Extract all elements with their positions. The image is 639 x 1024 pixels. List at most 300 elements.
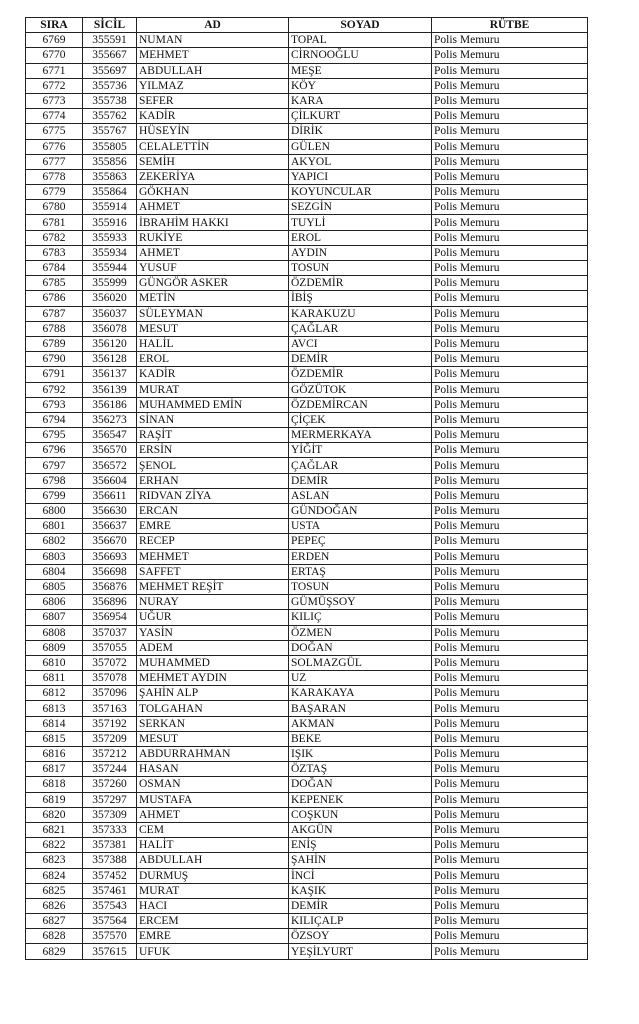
cell-ad: MUHAMMED xyxy=(137,655,289,670)
cell-soyad: DEMİR xyxy=(289,352,432,367)
table-row xyxy=(26,397,588,412)
cell-sira: 6792 xyxy=(26,382,83,397)
cell-sicil: 355591 xyxy=(83,33,137,48)
cell-soyad: TOSUN xyxy=(289,579,432,594)
table-row xyxy=(26,336,588,351)
cell-ad: ERCEM xyxy=(137,914,289,929)
cell-ad: CELALETTİN xyxy=(137,139,289,154)
cell-ad: OSMAN xyxy=(137,777,289,792)
cell-sira: 6809 xyxy=(26,640,83,655)
cell-soyad: EROL xyxy=(289,230,432,245)
table-row xyxy=(26,488,588,503)
table-row xyxy=(26,655,588,670)
cell-rutbe: Polis Memuru xyxy=(432,944,588,959)
table-row xyxy=(26,154,588,169)
cell-sicil: 357209 xyxy=(83,731,137,746)
cell-ad: EMRE xyxy=(137,519,289,534)
cell-soyad: ÖZDEMİR xyxy=(289,367,432,382)
table-row xyxy=(26,564,588,579)
cell-ad: ŞAHİN ALP xyxy=(137,686,289,701)
cell-rutbe: Polis Memuru xyxy=(432,686,588,701)
cell-soyad: KILIÇALP xyxy=(289,914,432,929)
cell-soyad: MERMERKAYA xyxy=(289,428,432,443)
cell-sira: 6826 xyxy=(26,898,83,913)
table-row xyxy=(26,777,588,792)
cell-ad: KADİR xyxy=(137,367,289,382)
cell-soyad: CİRNOOĞLU xyxy=(289,48,432,63)
table-row xyxy=(26,792,588,807)
table-row xyxy=(26,321,588,336)
cell-sicil: 356896 xyxy=(83,595,137,610)
cell-soyad: ÖZSOY xyxy=(289,929,432,944)
cell-sicil: 355934 xyxy=(83,245,137,260)
cell-rutbe: Polis Memuru xyxy=(432,124,588,139)
cell-soyad: ÇİÇEK xyxy=(289,412,432,427)
table-row xyxy=(26,595,588,610)
table-row xyxy=(26,185,588,200)
cell-sira: 6823 xyxy=(26,853,83,868)
cell-soyad: DEMİR xyxy=(289,898,432,913)
cell-soyad: TOSUN xyxy=(289,261,432,276)
cell-rutbe: Polis Memuru xyxy=(432,382,588,397)
cell-sicil: 357078 xyxy=(83,671,137,686)
cell-soyad: UZ xyxy=(289,671,432,686)
cell-ad: SAFFET xyxy=(137,564,289,579)
cell-ad: HÜSEYİN xyxy=(137,124,289,139)
cell-sira: 6794 xyxy=(26,412,83,427)
cell-sicil: 356572 xyxy=(83,458,137,473)
cell-rutbe: Polis Memuru xyxy=(432,230,588,245)
cell-soyad: AKGÜN xyxy=(289,822,432,837)
cell-ad: SİNAN xyxy=(137,412,289,427)
cell-sicil: 357333 xyxy=(83,822,137,837)
cell-soyad: KEPENEK xyxy=(289,792,432,807)
table-row xyxy=(26,807,588,822)
table-row xyxy=(26,671,588,686)
cell-sira: 6821 xyxy=(26,822,83,837)
cell-soyad: YAPICI xyxy=(289,169,432,184)
cell-soyad: AKYOL xyxy=(289,154,432,169)
cell-sicil: 356139 xyxy=(83,382,137,397)
cell-sira: 6778 xyxy=(26,169,83,184)
table-row xyxy=(26,610,588,625)
cell-soyad: ÖZDEMİRCAN xyxy=(289,397,432,412)
cell-sicil: 357260 xyxy=(83,777,137,792)
cell-rutbe: Polis Memuru xyxy=(432,549,588,564)
cell-rutbe: Polis Memuru xyxy=(432,564,588,579)
cell-sira: 6791 xyxy=(26,367,83,382)
cell-sira: 6786 xyxy=(26,291,83,306)
table-row xyxy=(26,898,588,913)
cell-soyad: İNCİ xyxy=(289,868,432,883)
cell-soyad: KARAKAYA xyxy=(289,686,432,701)
cell-ad: MESUT xyxy=(137,731,289,746)
cell-sicil: 356547 xyxy=(83,428,137,443)
table-row xyxy=(26,109,588,124)
table-row xyxy=(26,929,588,944)
cell-rutbe: Polis Memuru xyxy=(432,261,588,276)
cell-soyad: ÖZTAŞ xyxy=(289,762,432,777)
table-row xyxy=(26,883,588,898)
table-row xyxy=(26,762,588,777)
cell-sira: 6802 xyxy=(26,534,83,549)
cell-sira: 6812 xyxy=(26,686,83,701)
cell-ad: SERKAN xyxy=(137,716,289,731)
cell-rutbe: Polis Memuru xyxy=(432,458,588,473)
cell-sira: 6782 xyxy=(26,230,83,245)
cell-rutbe: Polis Memuru xyxy=(432,428,588,443)
cell-rutbe: Polis Memuru xyxy=(432,48,588,63)
cell-sira: 6829 xyxy=(26,944,83,959)
cell-sicil: 355914 xyxy=(83,200,137,215)
cell-sicil: 356037 xyxy=(83,306,137,321)
cell-sira: 6808 xyxy=(26,625,83,640)
table-row xyxy=(26,124,588,139)
cell-rutbe: Polis Memuru xyxy=(432,853,588,868)
cell-sira: 6803 xyxy=(26,549,83,564)
cell-sira: 6793 xyxy=(26,397,83,412)
table-row xyxy=(26,625,588,640)
cell-sicil: 356693 xyxy=(83,549,137,564)
cell-sicil: 355697 xyxy=(83,63,137,78)
table-row xyxy=(26,822,588,837)
cell-sicil: 355736 xyxy=(83,78,137,93)
cell-sicil: 356954 xyxy=(83,610,137,625)
cell-ad: ERCAN xyxy=(137,504,289,519)
cell-soyad: ŞAHİN xyxy=(289,853,432,868)
cell-sira: 6816 xyxy=(26,747,83,762)
table-row xyxy=(26,276,588,291)
cell-sicil: 356186 xyxy=(83,397,137,412)
cell-sicil: 357244 xyxy=(83,762,137,777)
cell-sira: 6789 xyxy=(26,336,83,351)
table-row xyxy=(26,519,588,534)
cell-sira: 6814 xyxy=(26,716,83,731)
table-row xyxy=(26,853,588,868)
cell-sicil: 357096 xyxy=(83,686,137,701)
cell-rutbe: Polis Memuru xyxy=(432,291,588,306)
cell-sira: 6824 xyxy=(26,868,83,883)
cell-ad: MURAT xyxy=(137,382,289,397)
cell-rutbe: Polis Memuru xyxy=(432,655,588,670)
cell-ad: EMRE xyxy=(137,929,289,944)
cell-sicil: 355856 xyxy=(83,154,137,169)
table-row xyxy=(26,428,588,443)
cell-rutbe: Polis Memuru xyxy=(432,747,588,762)
cell-rutbe: Polis Memuru xyxy=(432,33,588,48)
cell-soyad: KÖY xyxy=(289,78,432,93)
cell-sicil: 356128 xyxy=(83,352,137,367)
cell-sicil: 357072 xyxy=(83,655,137,670)
cell-sicil: 356078 xyxy=(83,321,137,336)
cell-ad: UFUK xyxy=(137,944,289,959)
cell-sicil: 355999 xyxy=(83,276,137,291)
table-row xyxy=(26,78,588,93)
cell-sira: 6811 xyxy=(26,671,83,686)
cell-soyad: GÜMÜŞSOY xyxy=(289,595,432,610)
cell-sira: 6813 xyxy=(26,701,83,716)
cell-soyad: ASLAN xyxy=(289,488,432,503)
cell-soyad: YİĞİT xyxy=(289,443,432,458)
cell-sicil: 355762 xyxy=(83,109,137,124)
cell-rutbe: Polis Memuru xyxy=(432,504,588,519)
table-row xyxy=(26,838,588,853)
cell-sicil: 355667 xyxy=(83,48,137,63)
cell-sira: 6819 xyxy=(26,792,83,807)
cell-sicil: 356611 xyxy=(83,488,137,503)
cell-soyad: ÖZDEMİR xyxy=(289,276,432,291)
cell-sicil: 356630 xyxy=(83,504,137,519)
cell-sira: 6825 xyxy=(26,883,83,898)
table-row xyxy=(26,443,588,458)
cell-soyad: KARA xyxy=(289,93,432,108)
cell-soyad: AKMAN xyxy=(289,716,432,731)
table-row xyxy=(26,549,588,564)
cell-sira: 6785 xyxy=(26,276,83,291)
table-body xyxy=(26,33,588,959)
cell-sira: 6773 xyxy=(26,93,83,108)
cell-sicil: 357212 xyxy=(83,747,137,762)
cell-soyad: ÖZMEN xyxy=(289,625,432,640)
cell-sicil: 356570 xyxy=(83,443,137,458)
cell-sira: 6788 xyxy=(26,321,83,336)
table-header-row xyxy=(26,18,588,33)
table-row xyxy=(26,48,588,63)
cell-sira: 6807 xyxy=(26,610,83,625)
cell-ad: YUSUF xyxy=(137,261,289,276)
cell-sicil: 355944 xyxy=(83,261,137,276)
cell-ad: ZEKERİYA xyxy=(137,169,289,184)
cell-sicil: 356876 xyxy=(83,579,137,594)
cell-rutbe: Polis Memuru xyxy=(432,154,588,169)
cell-soyad: KARAKUZU xyxy=(289,306,432,321)
cell-ad: SEFER xyxy=(137,93,289,108)
cell-sira: 6774 xyxy=(26,109,83,124)
cell-sicil: 357452 xyxy=(83,868,137,883)
cell-sira: 6777 xyxy=(26,154,83,169)
cell-sicil: 357037 xyxy=(83,625,137,640)
header-ad: AD xyxy=(137,18,289,33)
table-row xyxy=(26,139,588,154)
cell-soyad: GÜLEN xyxy=(289,139,432,154)
header-sicil: SİCİL xyxy=(83,18,137,33)
cell-ad: YASİN xyxy=(137,625,289,640)
cell-ad: ABDULLAH xyxy=(137,63,289,78)
cell-soyad: BEKE xyxy=(289,731,432,746)
document-page xyxy=(25,17,587,960)
cell-ad: ABDURRAHMAN xyxy=(137,747,289,762)
cell-sicil: 357543 xyxy=(83,898,137,913)
table-row xyxy=(26,169,588,184)
cell-sira: 6806 xyxy=(26,595,83,610)
cell-soyad: DİRİK xyxy=(289,124,432,139)
cell-sicil: 357297 xyxy=(83,792,137,807)
cell-ad: AHMET xyxy=(137,245,289,260)
cell-sicil: 355864 xyxy=(83,185,137,200)
cell-sicil: 356604 xyxy=(83,473,137,488)
cell-sicil: 356020 xyxy=(83,291,137,306)
cell-ad: HASAN xyxy=(137,762,289,777)
cell-ad: GÜNGÖR ASKER xyxy=(137,276,289,291)
table-row xyxy=(26,686,588,701)
cell-sicil: 357615 xyxy=(83,944,137,959)
cell-sira: 6818 xyxy=(26,777,83,792)
cell-sira: 6804 xyxy=(26,564,83,579)
cell-ad: HALİT xyxy=(137,838,289,853)
table-row xyxy=(26,747,588,762)
cell-sira: 6771 xyxy=(26,63,83,78)
cell-soyad: TOPAL xyxy=(289,33,432,48)
cell-sira: 6787 xyxy=(26,306,83,321)
cell-soyad: TUYLİ xyxy=(289,215,432,230)
cell-sicil: 356273 xyxy=(83,412,137,427)
cell-soyad: ÇAĞLAR xyxy=(289,321,432,336)
personnel-table xyxy=(25,17,588,960)
cell-soyad: DEMİR xyxy=(289,473,432,488)
cell-rutbe: Polis Memuru xyxy=(432,109,588,124)
cell-ad: METİN xyxy=(137,291,289,306)
cell-rutbe: Polis Memuru xyxy=(432,169,588,184)
cell-ad: RIDVAN ZİYA xyxy=(137,488,289,503)
cell-sira: 6828 xyxy=(26,929,83,944)
cell-sicil: 355916 xyxy=(83,215,137,230)
table-row xyxy=(26,504,588,519)
cell-rutbe: Polis Memuru xyxy=(432,63,588,78)
cell-sira: 6815 xyxy=(26,731,83,746)
header-sira: SIRA xyxy=(26,18,83,33)
cell-rutbe: Polis Memuru xyxy=(432,488,588,503)
table-row xyxy=(26,261,588,276)
cell-rutbe: Polis Memuru xyxy=(432,519,588,534)
cell-ad: RECEP xyxy=(137,534,289,549)
cell-ad: ŞENOL xyxy=(137,458,289,473)
cell-soyad: ÇAĞLAR xyxy=(289,458,432,473)
cell-rutbe: Polis Memuru xyxy=(432,321,588,336)
table-row xyxy=(26,33,588,48)
cell-sicil: 355863 xyxy=(83,169,137,184)
cell-rutbe: Polis Memuru xyxy=(432,716,588,731)
cell-soyad: İBİŞ xyxy=(289,291,432,306)
cell-ad: TOLGAHAN xyxy=(137,701,289,716)
cell-sira: 6800 xyxy=(26,504,83,519)
cell-rutbe: Polis Memuru xyxy=(432,367,588,382)
cell-sira: 6805 xyxy=(26,579,83,594)
table-row xyxy=(26,215,588,230)
cell-rutbe: Polis Memuru xyxy=(432,868,588,883)
cell-soyad: ENİŞ xyxy=(289,838,432,853)
cell-soyad: ERTAŞ xyxy=(289,564,432,579)
cell-rutbe: Polis Memuru xyxy=(432,822,588,837)
cell-soyad: DOĞAN xyxy=(289,640,432,655)
cell-ad: ERSİN xyxy=(137,443,289,458)
cell-rutbe: Polis Memuru xyxy=(432,276,588,291)
cell-sira: 6799 xyxy=(26,488,83,503)
table-row xyxy=(26,914,588,929)
table-row xyxy=(26,716,588,731)
cell-ad: MEHMET xyxy=(137,48,289,63)
cell-sicil: 355738 xyxy=(83,93,137,108)
cell-soyad: USTA xyxy=(289,519,432,534)
table-row xyxy=(26,868,588,883)
cell-ad: YILMAZ xyxy=(137,78,289,93)
cell-rutbe: Polis Memuru xyxy=(432,807,588,822)
cell-sira: 6779 xyxy=(26,185,83,200)
cell-sira: 6820 xyxy=(26,807,83,822)
cell-sira: 6798 xyxy=(26,473,83,488)
cell-soyad: KOYUNCULAR xyxy=(289,185,432,200)
cell-rutbe: Polis Memuru xyxy=(432,352,588,367)
cell-sira: 6775 xyxy=(26,124,83,139)
cell-rutbe: Polis Memuru xyxy=(432,640,588,655)
cell-soyad: YEŞİLYURT xyxy=(289,944,432,959)
cell-ad: ABDULLAH xyxy=(137,853,289,868)
cell-rutbe: Polis Memuru xyxy=(432,838,588,853)
cell-sicil: 357381 xyxy=(83,838,137,853)
cell-sicil: 356637 xyxy=(83,519,137,534)
cell-soyad: AVCI xyxy=(289,336,432,351)
table-row xyxy=(26,245,588,260)
cell-ad: MESUT xyxy=(137,321,289,336)
cell-soyad: ERDEN xyxy=(289,549,432,564)
cell-rutbe: Polis Memuru xyxy=(432,595,588,610)
table-row xyxy=(26,579,588,594)
cell-soyad: KAŞIK xyxy=(289,883,432,898)
cell-ad: İBRAHİM HAKKI xyxy=(137,215,289,230)
table-row xyxy=(26,63,588,78)
cell-sira: 6822 xyxy=(26,838,83,853)
cell-sira: 6817 xyxy=(26,762,83,777)
table-row xyxy=(26,367,588,382)
cell-ad: KADİR xyxy=(137,109,289,124)
cell-rutbe: Polis Memuru xyxy=(432,625,588,640)
cell-rutbe: Polis Memuru xyxy=(432,412,588,427)
table-row xyxy=(26,200,588,215)
table-row xyxy=(26,701,588,716)
cell-rutbe: Polis Memuru xyxy=(432,914,588,929)
table-row xyxy=(26,731,588,746)
cell-sira: 6770 xyxy=(26,48,83,63)
cell-sicil: 356698 xyxy=(83,564,137,579)
cell-rutbe: Polis Memuru xyxy=(432,139,588,154)
cell-rutbe: Polis Memuru xyxy=(432,397,588,412)
cell-rutbe: Polis Memuru xyxy=(432,762,588,777)
table-row xyxy=(26,291,588,306)
cell-ad: ERHAN xyxy=(137,473,289,488)
cell-sicil: 357564 xyxy=(83,914,137,929)
cell-rutbe: Polis Memuru xyxy=(432,731,588,746)
table-row xyxy=(26,640,588,655)
cell-rutbe: Polis Memuru xyxy=(432,777,588,792)
table-row xyxy=(26,382,588,397)
cell-rutbe: Polis Memuru xyxy=(432,473,588,488)
cell-rutbe: Polis Memuru xyxy=(432,579,588,594)
cell-rutbe: Polis Memuru xyxy=(432,883,588,898)
table-row xyxy=(26,458,588,473)
cell-rutbe: Polis Memuru xyxy=(432,336,588,351)
header-rutbe: RÜTBE xyxy=(432,18,588,33)
cell-rutbe: Polis Memuru xyxy=(432,610,588,625)
cell-soyad: SOLMAZGÜL xyxy=(289,655,432,670)
cell-sicil: 357309 xyxy=(83,807,137,822)
cell-sicil: 355805 xyxy=(83,139,137,154)
cell-ad: AHMET xyxy=(137,807,289,822)
cell-soyad: COŞKUN xyxy=(289,807,432,822)
cell-ad: CEM xyxy=(137,822,289,837)
cell-sicil: 357055 xyxy=(83,640,137,655)
cell-sira: 6795 xyxy=(26,428,83,443)
cell-soyad: AYDIN xyxy=(289,245,432,260)
cell-rutbe: Polis Memuru xyxy=(432,792,588,807)
